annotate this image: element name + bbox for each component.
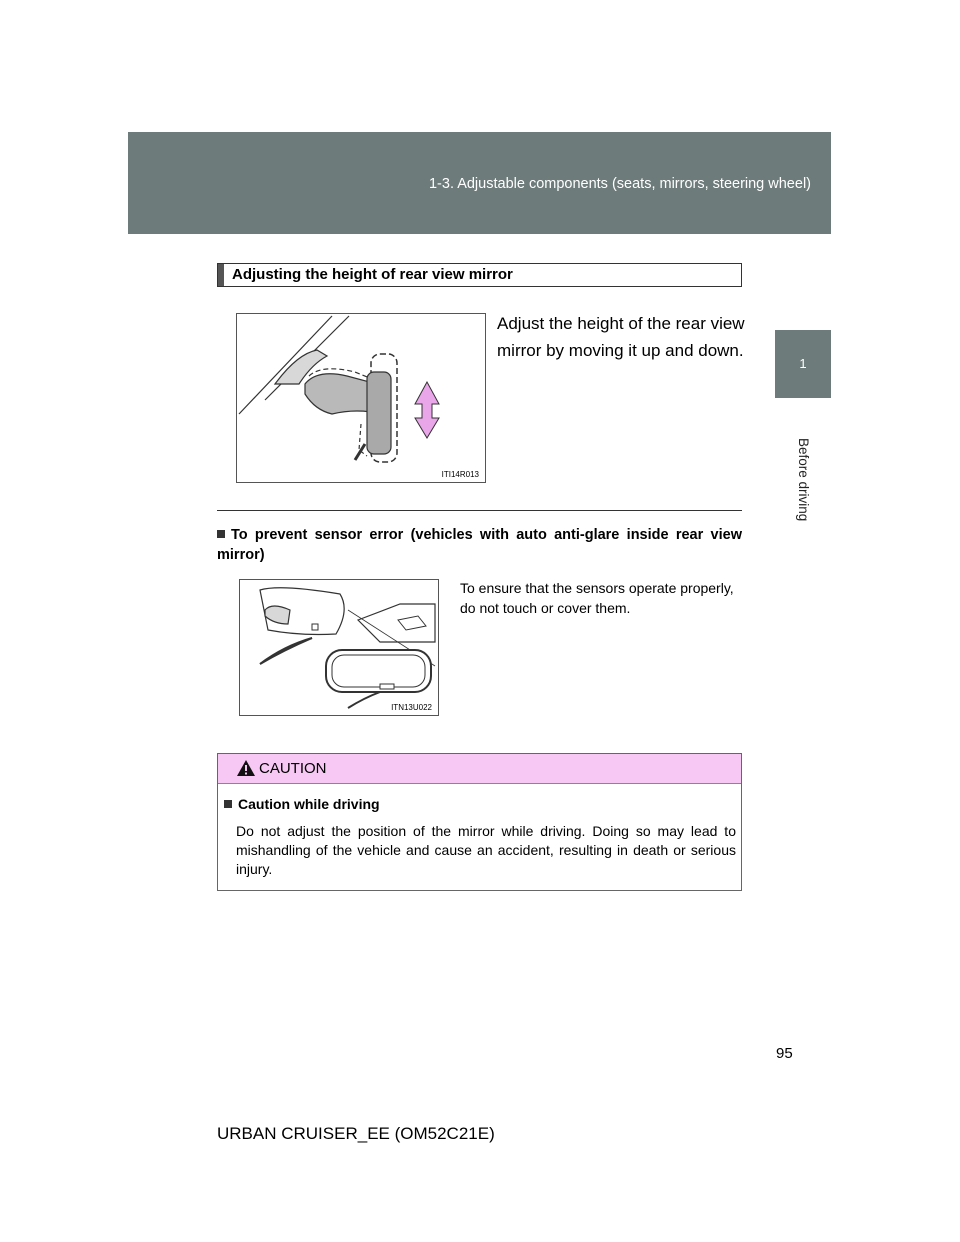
caution-header [218, 754, 741, 784]
caution-box [217, 753, 742, 891]
caution-subheading: Caution while driving [224, 796, 380, 812]
sensor-heading: To prevent sensor error (vehicles with auto anti-glare inside rear view mirror) [217, 527, 742, 563]
mirror-height-illustration [236, 313, 486, 483]
caution-body: Do not adjust the position of the mirror while driving. Doing so may lead to mishandling of the vehicle and cause an accident, resulting in death or serious injury. [236, 823, 736, 877]
section-title [217, 263, 742, 287]
page-number: 95 [776, 1045, 793, 1062]
header-band [128, 132, 831, 234]
figure-code: ITN13U022 [391, 703, 432, 712]
chapter-tab [775, 330, 831, 398]
sensor-instruction: To ensure that the sensors operate properly, do not touch or cover them. [460, 580, 734, 616]
caution-title: CAUTION [259, 760, 327, 777]
bullet-square-icon [224, 800, 232, 808]
sensor-illustration [239, 579, 439, 716]
warning-triangle-icon [236, 759, 256, 777]
sensor-drawing [240, 580, 438, 715]
adjust-instruction: Adjust the height of the rear view mirror by moving it up and down. [497, 314, 745, 360]
mirror-height-drawing [237, 314, 485, 482]
bullet-square-icon [217, 530, 225, 538]
footer-model: URBAN CRUISER_EE (OM52C21E) [217, 1124, 495, 1143]
chapter-number: 1 [799, 356, 807, 371]
section-divider [217, 510, 742, 511]
section-header: 1-3. Adjustable components (seats, mirrors, steering wheel) [428, 176, 811, 192]
chapter-label: Before driving [796, 438, 811, 522]
section-title-text: Adjusting the height of rear view mirror [232, 266, 513, 283]
figure-code: ITI14R013 [441, 470, 479, 479]
